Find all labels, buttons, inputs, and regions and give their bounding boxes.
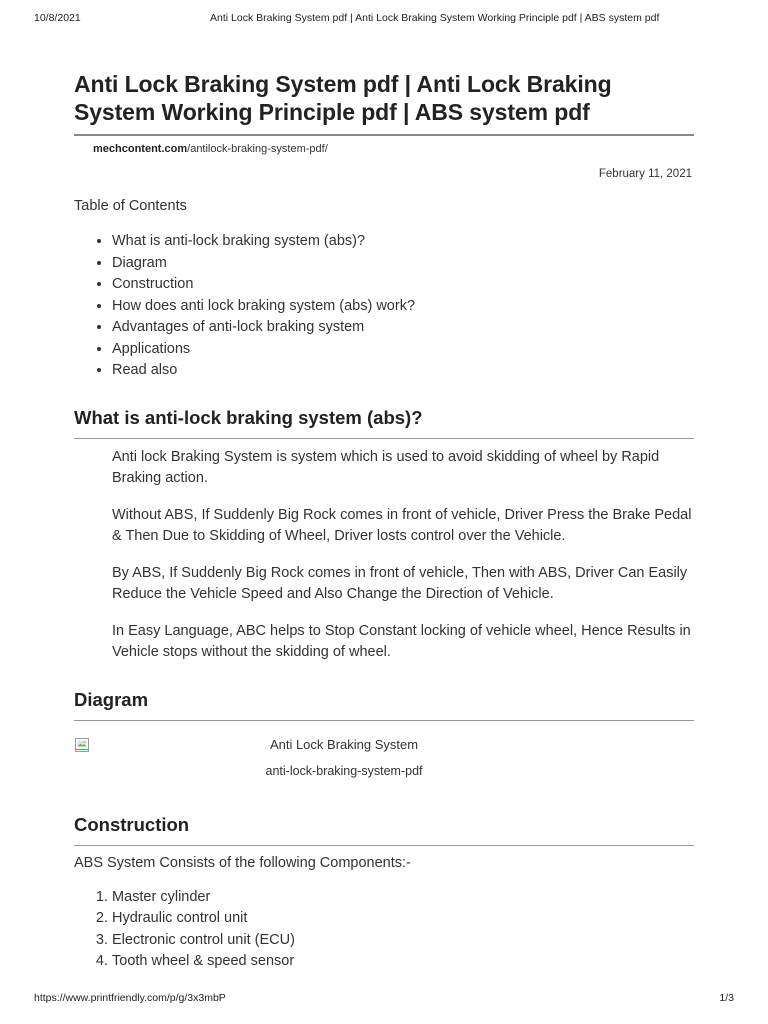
print-header: [0, 12, 768, 28]
diagram-image-alt: Anti Lock Braking System: [269, 736, 419, 752]
toc-item-how-it-works[interactable]: • How does anti lock braking system (abs) work?: [112, 296, 694, 318]
print-doc-title: Anti Lock Braking System pdf | Anti Lock Braking System Working Principle pdf | ABS system pdf: [210, 12, 660, 24]
title-divider: [74, 134, 694, 136]
paragraph: In Easy Language, ABC helps to Stop Constant locking of vehicle wheel, Hence Results in Vehicle stops without the skidding of wheel.: [112, 622, 691, 660]
section-heading-what-is: What is anti-lock braking system (abs)?: [74, 406, 423, 428]
toc-heading: Table of Contents: [74, 198, 187, 214]
article: [74, 70, 694, 973]
section-divider: [74, 438, 694, 439]
list-item: 1. Master cylinder: [112, 887, 694, 909]
toc-item-what-is[interactable]: • What is anti-lock braking system (abs)?: [112, 231, 694, 253]
construction-intro: ABS System Consists of the following Components:-: [74, 854, 411, 871]
list-item: 3. Electronic control unit (ECU): [112, 930, 694, 952]
list-item: 2. Hydraulic control unit: [112, 908, 694, 930]
what-is-body: [74, 447, 694, 664]
toc-item-diagram[interactable]: • Diagram: [112, 253, 694, 275]
article-title: Anti Lock Braking System pdf | Anti Lock Braking System Working Principle pdf | ABS system pdf: [74, 71, 612, 125]
toc-item-read-also[interactable]: • Read also: [112, 360, 694, 382]
diagram-caption: anti-lock-braking-system-pdf: [265, 763, 423, 778]
section-heading-diagram: Diagram: [74, 688, 149, 710]
print-date: 10/8/2021: [34, 12, 81, 24]
components-list: [74, 887, 694, 973]
source-domain[interactable]: mechcontent.com: [93, 143, 188, 155]
paragraph: By ABS, If Suddenly Big Rock comes in front of vehicle, Then with ABS, Driver Can Easily Reduce the Vehicle Speed and Also Change the Direction of Vehicle.: [112, 564, 688, 602]
print-footer-url: https://www.printfriendly.com/p/g/3x3mbP: [34, 992, 226, 1004]
toc-item-advantages[interactable]: • Advantages of anti-lock braking system: [112, 317, 694, 339]
source-path[interactable]: /antilock-braking-system-pdf/: [187, 143, 328, 155]
source-link[interactable]: [93, 143, 694, 155]
section-divider: [74, 845, 694, 846]
section-divider: [74, 720, 694, 721]
paragraph: Without ABS, If Suddenly Big Rock comes in front of vehicle, Driver Press the Brake Pedal & Then Due to Skidding of Wheel, Driver losts control over the Vehicle.: [112, 506, 692, 544]
toc-item-construction[interactable]: • Construction: [112, 274, 694, 296]
table-of-contents: [74, 231, 694, 382]
page-number: 1/3: [719, 992, 734, 1004]
toc-item-applications[interactable]: • Applications: [112, 339, 694, 361]
paragraph: Anti lock Braking System is system which is used to avoid skidding of wheel by Rapid Braking action.: [112, 448, 660, 486]
publish-date: February 11, 2021: [598, 168, 692, 180]
section-heading-construction: Construction: [74, 813, 190, 835]
list-item: 4. Tooth wheel & speed sensor: [112, 951, 694, 973]
diagram-figure: [74, 735, 694, 805]
